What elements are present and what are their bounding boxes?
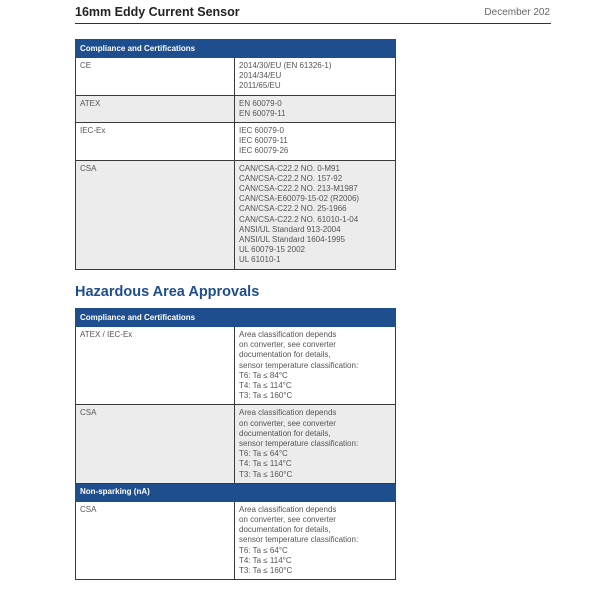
row-values <box>235 405 396 483</box>
row-values <box>235 123 396 161</box>
value-line: CAN/CSA-C22.2 NO. 157-92 <box>239 173 343 183</box>
row-label: CSA <box>76 160 235 269</box>
table-row <box>76 501 396 579</box>
value-line: ANSI/UL Standard 913-2004 <box>239 224 341 234</box>
value-line: T3: Ta ≤ 160°C <box>239 469 293 479</box>
value-line: documentation for details, <box>239 525 331 535</box>
page-header-title: 16mm Eddy Current Sensor <box>75 5 240 19</box>
value-line: CAN/CSA-E60079-15-02 (R2006) <box>239 194 360 204</box>
value-line: CAN/CSA-C22.2 NO. 213-M1987 <box>239 184 358 194</box>
value-line: CAN/CSA-C22.2 NO. 25-1966 <box>239 204 347 214</box>
value-line: T4: Ta ≤ 114°C <box>239 459 292 469</box>
value-line: 2011/65/EU <box>239 81 281 91</box>
value-line: UL 61010-1 <box>239 255 281 265</box>
compliance-table-header: Compliance and Certifications <box>76 40 396 58</box>
value-line: IEC 60079-11 <box>239 136 288 146</box>
row-values <box>235 327 396 405</box>
value-line: UL 60079-15 2002 <box>239 245 305 255</box>
value-line: EN 60079-11 <box>239 108 286 118</box>
table-row <box>76 327 396 405</box>
value-line: CAN/CSA-C22.2 NO. 61010-1-04 <box>239 214 359 224</box>
compliance-table <box>75 39 396 270</box>
header-divider <box>75 23 551 24</box>
value-line: T3: Ta ≤ 160°C <box>239 566 293 576</box>
hazardous-approvals-table <box>75 308 396 580</box>
row-label: CSA <box>76 501 235 579</box>
section-heading: Hazardous Area Approvals <box>75 284 260 300</box>
row-values <box>235 95 396 122</box>
table-row <box>76 160 396 269</box>
value-line: 2014/34/EU <box>239 71 282 81</box>
value-line: 2014/30/EU (EN 61326-1) <box>239 61 332 70</box>
table-row <box>76 405 396 483</box>
value-line: ANSI/UL Standard 1604-1995 <box>239 235 345 245</box>
table-row <box>76 95 396 122</box>
value-line: T6: Ta ≤ 64°C <box>239 545 288 555</box>
value-line: T4: Ta ≤ 114°C <box>239 555 292 565</box>
row-label: ATEX <box>76 95 235 122</box>
page-header-date: December 202 <box>484 7 550 18</box>
value-line: Area classification depends <box>239 504 337 514</box>
value-line: EN 60079-0 <box>239 98 282 108</box>
table-row <box>76 123 396 161</box>
value-line: sensor temperature classification: <box>239 535 359 545</box>
row-values <box>235 501 396 579</box>
non-sparking-subheader: Non-sparking (nA) <box>76 483 396 501</box>
row-label: CSA <box>76 405 235 483</box>
row-label: CE <box>76 58 235 96</box>
row-values <box>235 58 396 96</box>
row-label: IEC-Ex <box>76 123 235 161</box>
row-label: ATEX / IEC-Ex <box>76 327 235 405</box>
value-line: on converter, see converter <box>239 515 336 525</box>
value-line: sensor temperature classification: <box>239 439 359 449</box>
value-line: IEC 60079-0 <box>239 126 284 136</box>
value-line: T3: Ta ≤ 160°C <box>239 391 293 401</box>
row-values <box>235 160 396 269</box>
value-line: documentation for details, <box>239 350 331 360</box>
value-line: CAN/CSA-C22.2 NO. 0-M91 <box>239 163 340 173</box>
value-line: on converter, see converter <box>239 340 336 350</box>
value-line: T4: Ta ≤ 114°C <box>239 381 292 391</box>
value-line: documentation for details, <box>239 428 331 438</box>
value-line: T6: Ta ≤ 64°C <box>239 449 288 459</box>
hazardous-table-header: Compliance and Certifications <box>76 309 396 327</box>
value-line: Area classification depends <box>239 408 337 418</box>
table-row <box>76 58 396 96</box>
value-line: Area classification depends <box>239 330 337 339</box>
value-line: on converter, see converter <box>239 418 336 428</box>
value-line: IEC 60079-26 <box>239 146 289 156</box>
value-line: sensor temperature classification: <box>239 360 359 370</box>
value-line: T6: Ta ≤ 84°C <box>239 370 288 380</box>
